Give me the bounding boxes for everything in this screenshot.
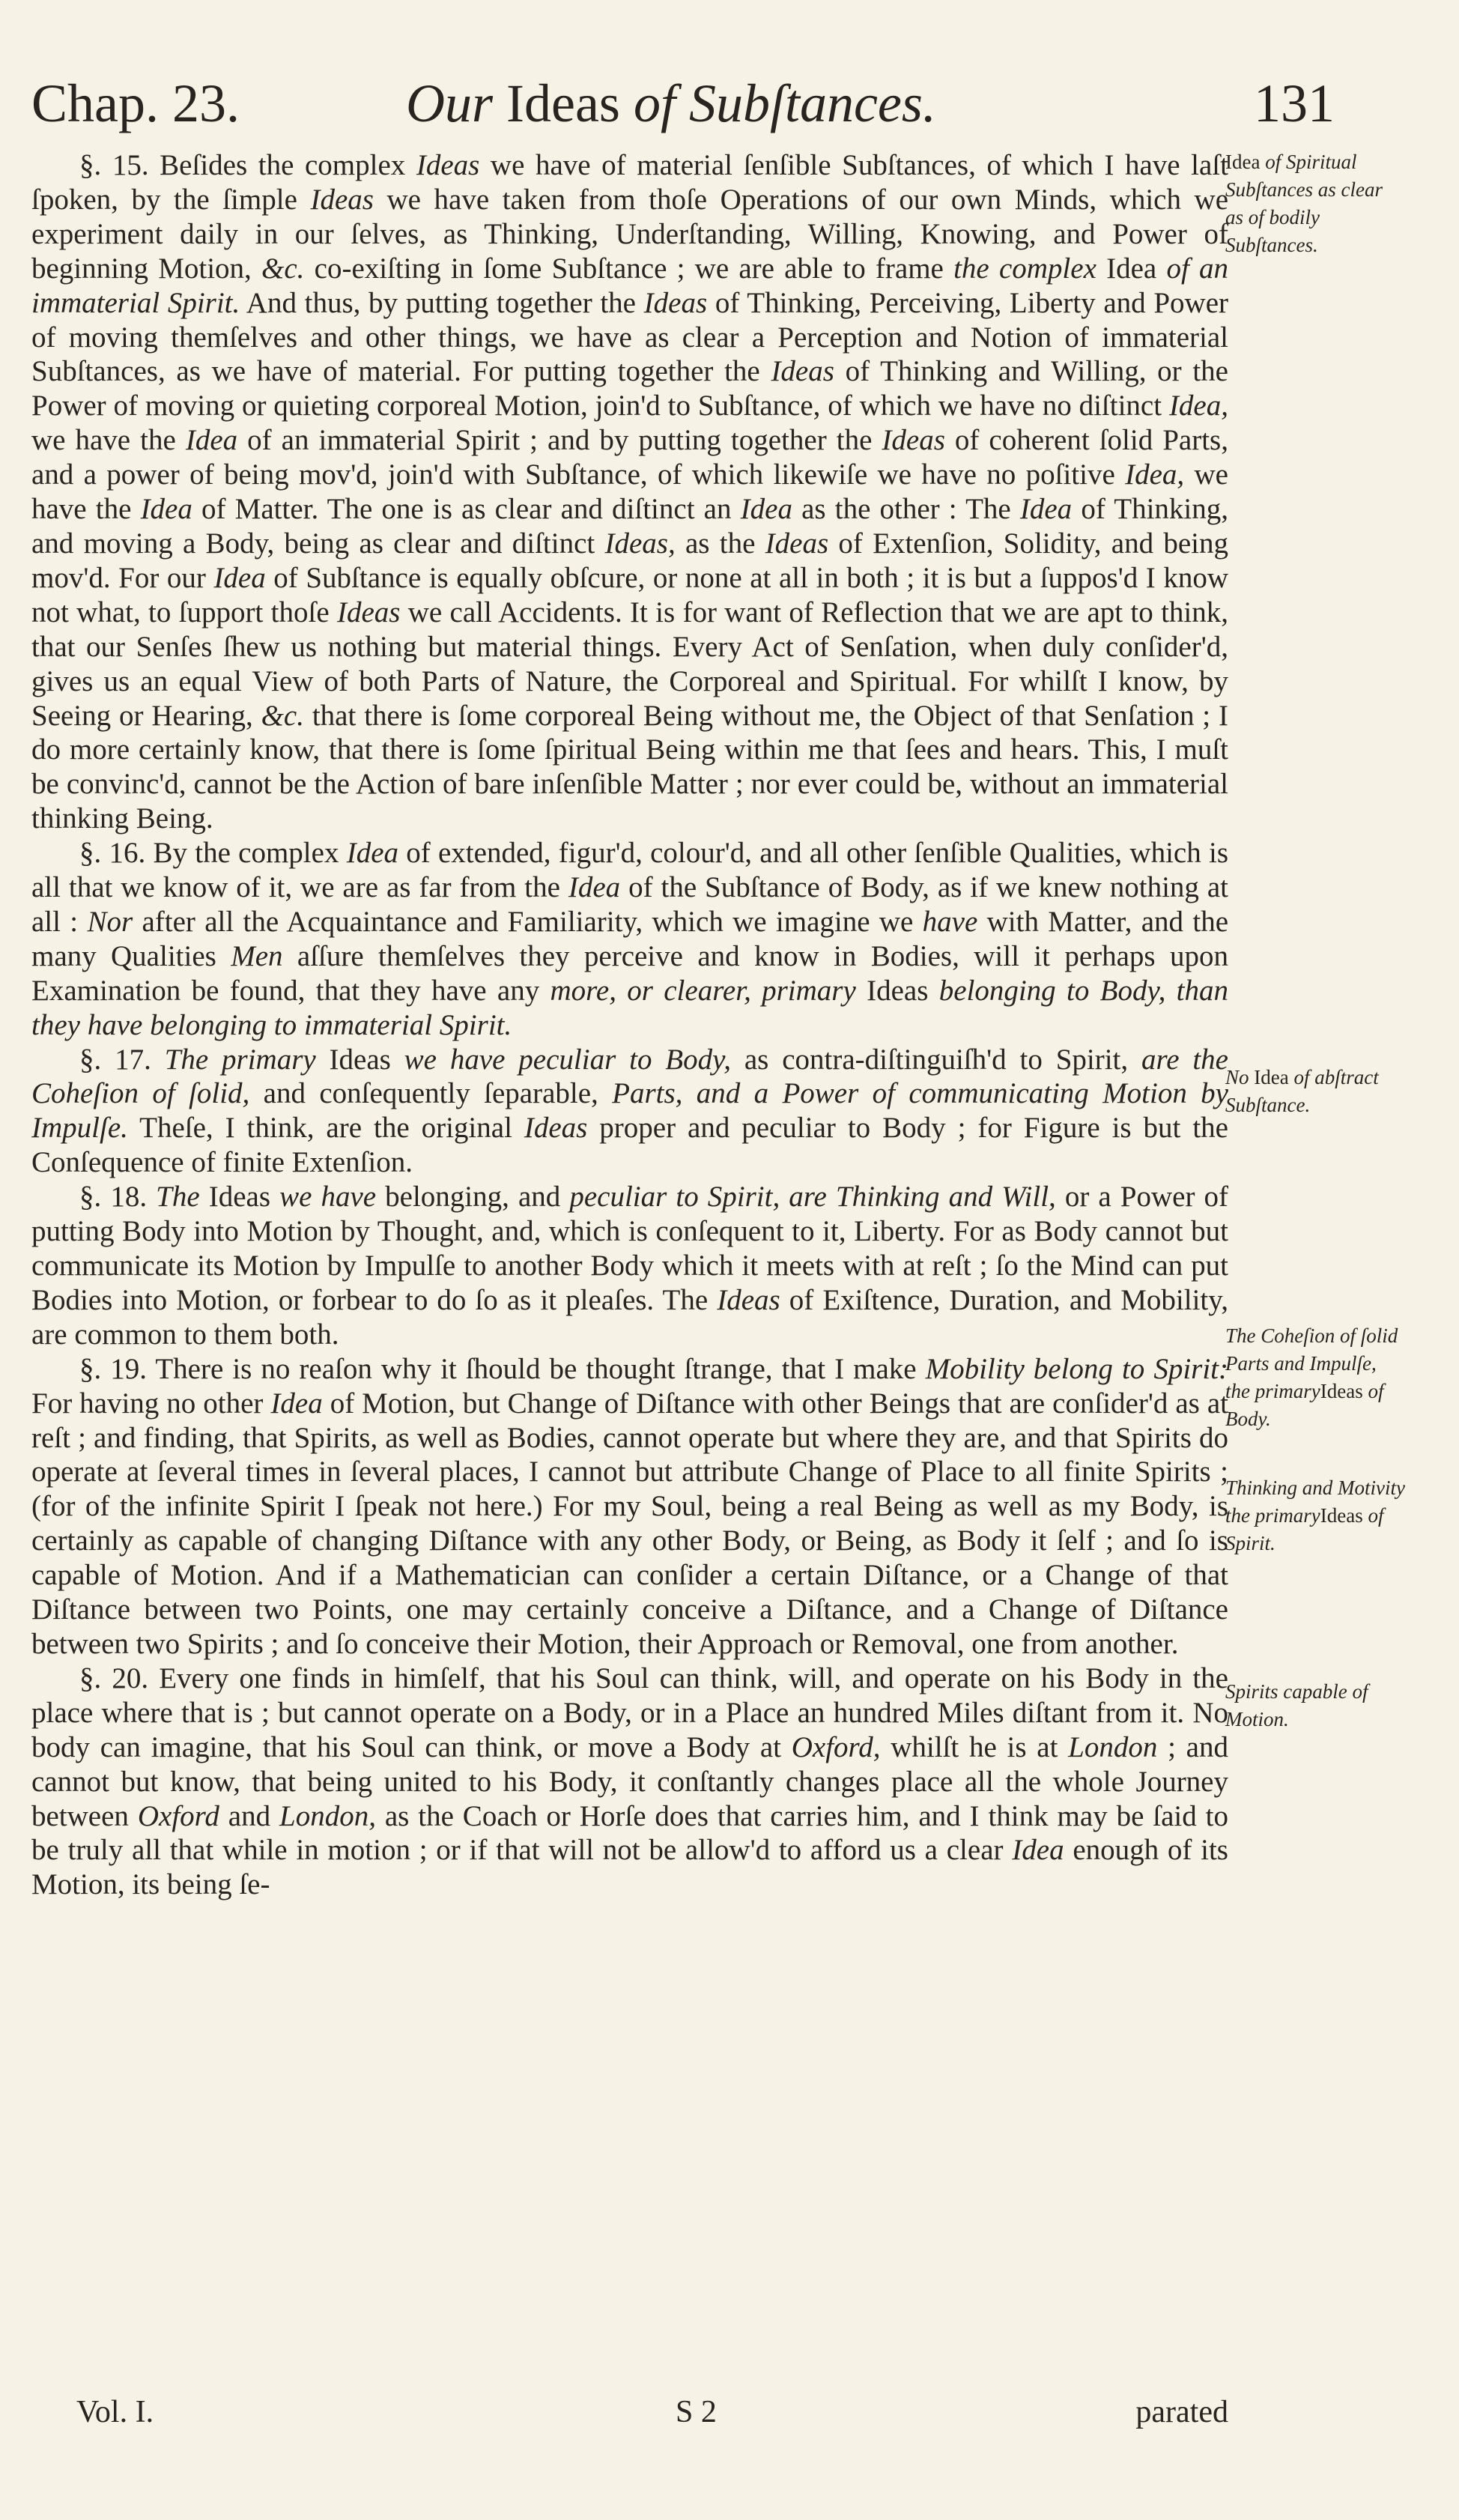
paragraph-section-16 <box>31 836 1228 1042</box>
text-run: and conſequently ſeparable, <box>249 1077 613 1110</box>
note-run: Spirits capable of Motion. <box>1225 1680 1368 1730</box>
text-run: Ideas <box>855 974 939 1007</box>
text-run: Idea <box>568 871 621 904</box>
paragraph-section-17 <box>31 1043 1228 1181</box>
text-run: ; and cannot but know, that being united to his Body, it conſtantly changes place all the whole Journey between <box>31 1730 1228 1832</box>
text-run: or a Power of putting Body into Motion by Thought, and, which is conſequent to it, Liberty. For as Body cannot but communicate its Motion by Impulſe to another Body which it meets with at reſt ; ſo the Mind can put Bodies into Motion, or forbear to do ſo as it pleaſes. The <box>31 1181 1228 1316</box>
text-run: as the other : The <box>792 493 1020 526</box>
note-run: Idea <box>1225 151 1261 173</box>
text-run: proper and peculiar to Body ; for Figure is but the Conſequence of finite Extenſion. <box>31 1112 1228 1179</box>
volume-label: Vol. I. <box>76 2395 154 2429</box>
text-run: Ideas, <box>604 527 676 560</box>
text-run: we have the <box>31 458 1228 526</box>
text-run: &c. <box>261 699 304 732</box>
text-run: §. 19. There is no reaſon why it ſhould be thought ſtrange, that I make <box>79 1352 926 1385</box>
text-run: we have of material ſenſible Subſtances, of which I have laſt ſpoken, by the ſimple <box>31 149 1228 216</box>
text-run: Oxford <box>137 1799 219 1832</box>
text-run: of Thinking, Perceiving, Liberty and Power of moving themſelves and other things, we have as clear a Perception and Notion of immaterial Subſtances, as we have of material. For putting together the <box>31 286 1228 388</box>
running-title-part-2: Ideas <box>493 73 634 133</box>
text-run: have <box>922 905 978 938</box>
text-run: §. 16. By the complex <box>79 837 347 870</box>
text-run: London <box>1068 1730 1158 1763</box>
text-run: we have the <box>31 424 186 457</box>
note-run: The Coheſion of ſolid Parts and Impulſe, the primary <box>1225 1324 1398 1402</box>
text-run: more, or clearer, primary <box>550 974 856 1007</box>
text-run: Ideas <box>524 1112 588 1145</box>
text-run: of extended, figur'd, colour'd, and all other ſenſible Qualities, which is all that we know of it, we are as far from the <box>31 837 1229 904</box>
text-run: of Motion, but Change of Diſtance with other Beings that are conſider'd as at reſt ; and finding, that Spirits, as well as Bodies, cannot operate but where they are, and that Spirits do operate at ſeveral times in ſeveral places, I cannot but attribute Change of Place to all finite Spirits ; (for of the infinite Spirit I ſpeak not here.) For my Soul, being a real Being as well as my Body, is certainly as capable of changing Diſtance with any other Body, or Being, as Body it ſelf ; and ſo is capable of Motion. And if a Mathematician can conſider a certain Diſtance, or a Change of that Diſtance between two Points, one may certainly conceive a Diſtance, and a Change of Diſtance between two Spirits ; and ſo conceive their Motion, their Approach or Removal, one from another. <box>31 1387 1228 1660</box>
catchword: parated <box>1135 2395 1228 2429</box>
note-run: of Spiritual Subſtances as clear as of bodily Subſtances. <box>1225 151 1383 256</box>
text-run: The primary <box>164 1043 316 1076</box>
note-run: Ideas <box>1320 1504 1363 1527</box>
text-run: Idea <box>140 493 192 526</box>
margin-note-section-19 <box>1225 1678 1405 1733</box>
text-run: we call Accidents. It is for want of Reflection that we are apt to think, that our Senſes ſhew us nothing but material things. Every Act of Senſation, when duly conſider'd, gives us an equal View of both Parts of Nature, the Corporeal and Spiritual. For whilſt I know, by Seeing or Hearing, <box>31 596 1228 732</box>
text-run: Idea <box>270 1387 323 1420</box>
text-run: Ideas <box>336 596 401 629</box>
text-run: after all the Acquaintance and Familiarity, which we imagine we <box>133 905 923 938</box>
margin-note-section-16 <box>1225 1064 1405 1119</box>
text-run: Idea <box>185 424 238 457</box>
paragraph-section-15 <box>31 148 1228 836</box>
text-run: and <box>219 1799 280 1832</box>
margin-note-section-18 <box>1225 1474 1405 1557</box>
text-run: Idea <box>1019 493 1073 526</box>
chapter-heading: Chap. 23. <box>31 73 240 133</box>
text-run: as the <box>675 527 765 560</box>
text-run: §. 20. Every one finds in himſelf, that his Soul can think, will, and operate on his Body in the place where that is ; but cannot operate on a Body, or in a Place an hundred Miles diſtant from it. No body can imagine, that his Soul can think, or move a Body at <box>31 1662 1228 1763</box>
text-run: Ideas <box>643 286 708 319</box>
text-run: Oxford, <box>791 1730 881 1763</box>
body-text <box>31 148 1228 1902</box>
paragraph-section-19 <box>31 1352 1228 1662</box>
note-run: Ideas <box>1320 1380 1363 1402</box>
text-run: Theſe, I think, are the original <box>127 1112 524 1145</box>
text-run: Ideas <box>717 1283 780 1316</box>
text-run: Idea <box>346 837 399 870</box>
text-run: the complex <box>953 252 1096 285</box>
text-run: For having no other <box>31 1387 271 1420</box>
text-run: as contra-diſtinguiſh'd to Spirit, <box>731 1043 1141 1076</box>
text-run: of Exiſtence, Duration, and Mobility, are common to them both. <box>31 1283 1228 1351</box>
text-run: Nor <box>87 905 133 938</box>
margin-note-section-17 <box>1225 1322 1405 1433</box>
text-run: of Thinking, and moving a Body, being as clear and diſtinct <box>31 493 1229 560</box>
text-run: Ideas <box>416 149 480 181</box>
text-run: Ideas <box>765 527 829 560</box>
text-run: with Matter, and the many Qualities <box>31 905 1229 972</box>
text-run: we have <box>279 1181 377 1214</box>
text-run: Idea <box>740 493 792 526</box>
text-run: The <box>156 1181 200 1214</box>
text-run: we have peculiar to Body, <box>404 1043 732 1076</box>
text-run: belonging, and <box>376 1181 570 1214</box>
text-run: §. 18. <box>79 1181 157 1214</box>
margin-note-section-15 <box>1225 148 1405 259</box>
note-run: of Spirit. <box>1225 1504 1384 1554</box>
note-run: No <box>1225 1066 1249 1088</box>
running-title <box>406 66 936 141</box>
text-run: Ideas <box>199 1181 280 1214</box>
running-title-part-1: Our <box>406 73 494 133</box>
text-run: Idea <box>1096 252 1167 285</box>
text-run: enough of its Motion, its being ſe- <box>31 1834 1228 1901</box>
text-run: And thus, by putting together the <box>240 286 644 319</box>
text-run: of the Subſtance of Body, as if we knew nothing at all : <box>31 871 1228 938</box>
text-run: that there is ſome corporeal Being without me, the Object of that Senſation ; I do more certainly know, that there is ſome ſpiritual Being within me that ſees and hears. This, I muſt be convinc'd, cannot be the Action of bare inſenſible Matter ; nor ever could be, without an immaterial thinking Being. <box>31 699 1228 835</box>
text-run: of coherent ſolid Parts, and a power of being mov'd, join'd with Subſtance, of which likewiſe we have no poſitive <box>31 424 1228 491</box>
text-run: Men <box>231 939 283 972</box>
text-run: of Thinking and Willing, or the Power of moving or quieting corporeal Motion, join'd to Subſtance, of which we have no diſtinct <box>31 355 1228 422</box>
text-run: peculiar to Spirit, are Thinking and Will, <box>569 1181 1056 1214</box>
text-run: Idea, <box>1125 458 1185 491</box>
text-run: Ideas <box>771 355 834 388</box>
text-run: Idea, <box>1168 390 1228 422</box>
page-number: 131 <box>1254 73 1335 133</box>
paragraph-section-20 <box>31 1662 1228 1902</box>
text-run: whilſt he is at <box>880 1730 1069 1763</box>
text-run: of an immaterial Spirit ; and by putting together the <box>237 424 882 457</box>
note-run: of abſtract Subſtance. <box>1225 1066 1379 1116</box>
text-run: Ideas <box>310 183 374 216</box>
page-footer <box>31 2390 1228 2435</box>
text-run: are the Coheſion of ſolid, <box>31 1043 1228 1110</box>
text-run: aſſure themſelves they perceive and know in Bodies, will it perhaps upon Examination be found, that they have any <box>31 939 1228 1007</box>
text-run: Ideas <box>882 424 945 457</box>
text-run: §. 17. <box>79 1043 165 1076</box>
text-run: of Subſtance is equally obſcure, or none at all in both ; it is but a ſuppos'd I know not what, to ſupport thoſe <box>31 561 1228 629</box>
text-run: London, <box>279 1799 376 1832</box>
text-run: of Matter. The one is as clear and diſtinct an <box>192 493 741 526</box>
text-run: Mobility belong to Spirit: <box>925 1352 1228 1385</box>
signature-mark: S 2 <box>676 2395 717 2429</box>
text-run: §. 15. Beſides the complex <box>79 149 416 181</box>
note-run: Thinking and Motivity the primary <box>1225 1476 1405 1527</box>
text-run: Idea <box>1012 1834 1064 1867</box>
text-run: co-exiſting in ſome Subſtance ; we are able to frame <box>304 252 954 285</box>
text-run: of Extenſion, Solidity, and being mov'd. For our <box>31 527 1228 594</box>
text-run: Parts, and a Power of communicating Motion by Impulſe. <box>31 1077 1228 1145</box>
running-title-part-3: of Subſtances. <box>633 73 936 133</box>
note-run: Idea <box>1249 1066 1294 1088</box>
paragraph-section-18 <box>31 1180 1228 1352</box>
text-run: of an immaterial Spirit. <box>31 252 1229 319</box>
text-run: Ideas <box>315 1043 404 1076</box>
text-run: belonging to Body, than they have belonging to immaterial Spirit. <box>31 974 1228 1041</box>
text-run: Idea <box>213 561 266 594</box>
text-run: we have taken from thoſe Operations of our own Minds, which we experiment daily in our ſelves, as Thinking, Underſtanding, Willing, Knowing, and Power of beginning Motion, <box>31 183 1229 285</box>
running-header <box>31 66 1335 141</box>
note-run: of Body. <box>1225 1380 1384 1430</box>
text-run: &c. <box>261 252 305 285</box>
text-run: as the Coach or Horſe does that carries him, and I think may be ſaid to be truly all that while in motion ; or if that will not be allow'd to afford us a clear <box>31 1799 1229 1867</box>
